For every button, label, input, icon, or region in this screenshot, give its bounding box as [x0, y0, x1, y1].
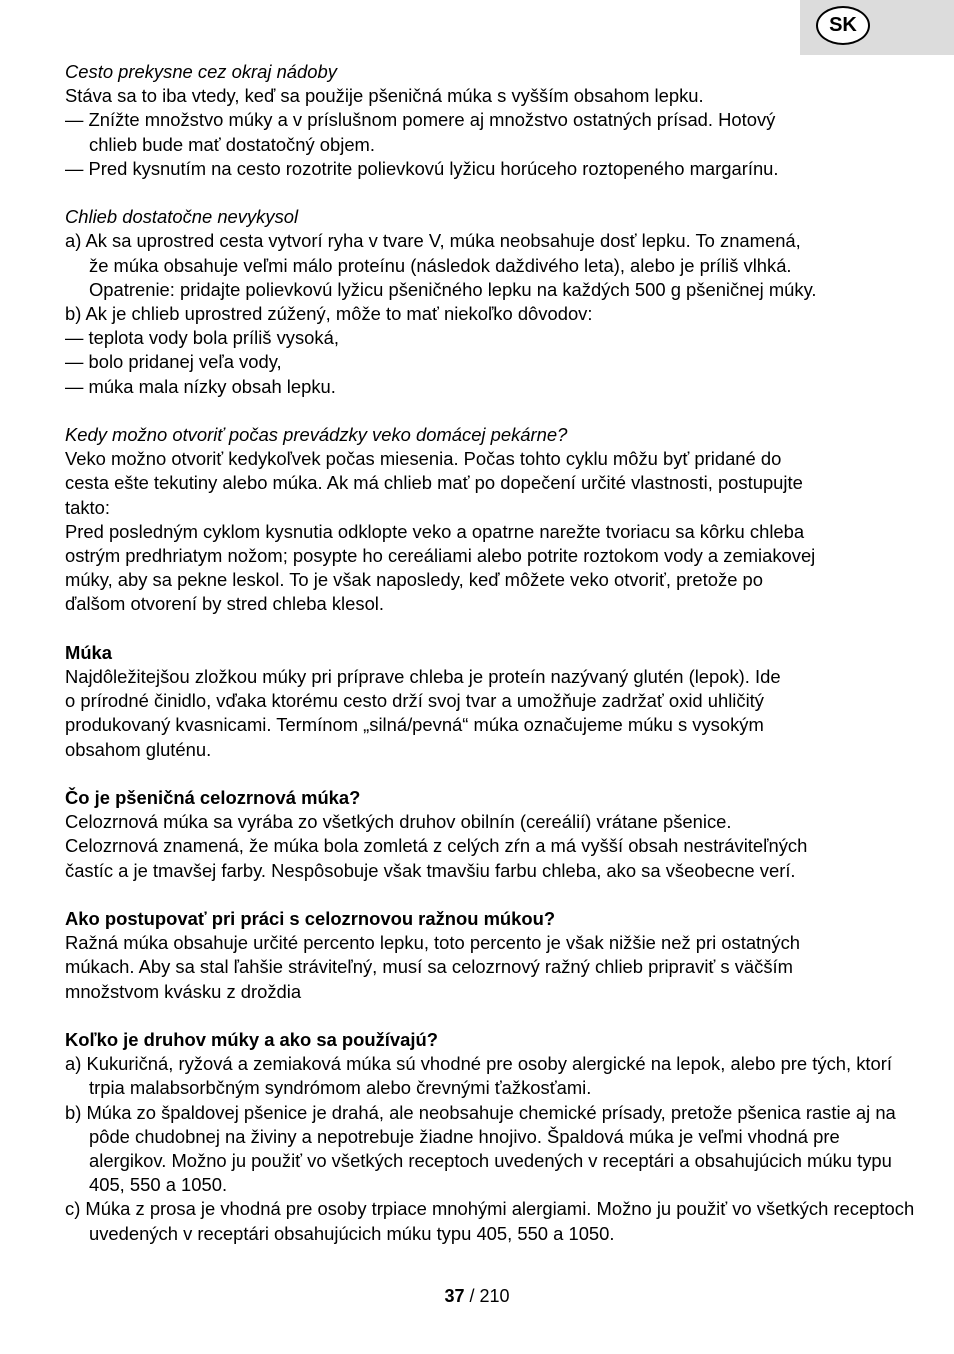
section-heading: Koľko je druhov múky a ako sa používajú?: [65, 1029, 438, 1051]
paragraph-line: Celozrnová znamená, že múka bola zomletá z celých zŕn a má vyšší obsah nestráviteľných: [65, 835, 808, 857]
section-heading: Múka: [65, 641, 113, 663]
paragraph-line: častíc a je tmavšej farby. Nespôsobuje však tmavšiu farbu chleba, ako sa všeobecne verí.: [65, 859, 796, 881]
list-item-continuation: Opatrenie: pridajte polievkovú lyžicu pšeničného lepku na každých 500 g pšeničnej múky.: [89, 278, 817, 300]
paragraph-line: ďalšom otvorení by stred chleba klesol.: [65, 593, 384, 615]
current-page: 37: [444, 1286, 465, 1306]
bullet-line: — teplota vody bola príliš vysoká,: [65, 327, 339, 349]
list-item-a: a) Ak sa uprostred cesta vytvorí ryha v tvare V, múka neobsahuje dosť lepku. To znamená,: [65, 230, 801, 252]
paragraph-line: o prírodné činidlo, vďaka ktorému cesto drží svoj tvar a umožňuje zadržať oxid uhličitý: [65, 690, 764, 712]
section-not-risen: [65, 205, 915, 399]
section-rye-flour: [65, 907, 915, 1004]
section-heading: Cesto prekysne cez okraj nádoby: [65, 61, 337, 82]
paragraph-line: takto:: [65, 496, 110, 518]
bullet-line: — múka mala nízky obsah lepku.: [65, 375, 336, 397]
list-item-c: c) Múka z prosa je vhodná pre osoby trpiace mnohými alergiami. Možno ju použiť vo všetkých receptoch uvedených v receptári obsahujúcich múku typu 405, 550 a 1050.: [65, 1198, 915, 1244]
paragraph-line: obsahom gluténu.: [65, 738, 212, 760]
page-number: [0, 1286, 954, 1307]
section-wholegrain-wheat: [65, 786, 915, 883]
total-pages: / 210: [469, 1286, 510, 1306]
list-item-a: a) Kukuričná, ryžová a zemiaková múka sú vhodné pre osoby alergické na lepok, alebo pre tých, ktorí trpia malabsorbčným syndrómom alebo črevnými ťažkosťami.: [65, 1053, 892, 1099]
paragraph-line: múkach. Aby sa stal ľahšie stráviteľný, musí sa celozrnový ražný chlieb pripraviť s väčším: [65, 956, 793, 978]
page-content: [65, 60, 915, 1246]
list-item-continuation: že múka obsahuje veľmi málo proteínu (následok daždivého leta), alebo je príliš vlhká.: [89, 254, 792, 276]
section-heading: Chlieb dostatočne nevykysol: [65, 206, 299, 228]
paragraph-line: ostrým predhriatym nožom; posypte ho cereáliami alebo potrite roztokom vody a zemiakovej: [65, 545, 816, 567]
bullet-line: — Pred kysnutím na cesto rozotrite polievkovú lyžicu horúceho roztopeného margarínu.: [65, 157, 779, 179]
paragraph-line: Stáva sa to iba vtedy, keď sa použije pšeničná múka s vyšším obsahom lepku.: [65, 85, 704, 107]
list-item-b: b) Ak je chlieb uprostred zúžený, môže to mať niekoľko dôvodov:: [65, 303, 593, 325]
paragraph-line: množstvom kvásku z droždia: [65, 980, 302, 1002]
paragraph-line: cesta ešte tekutiny alebo múka. Ak má chlieb mať po dopečení určité vlastnosti, postupujte: [65, 472, 803, 494]
section-heading: Kedy možno otvoriť počas prevádzky veko domácej pekárne?: [65, 424, 568, 446]
paragraph-line: Ražná múka obsahuje určité percento lepku, toto percento je však nižšie než pri ostatných: [65, 932, 801, 954]
paragraph-line: múky, aby sa pekne leskol. To je však naposledy, keď môžete veko otvoriť, pretože po: [65, 569, 763, 591]
paragraph-line: Celozrnová múka sa vyrába zo všetkých druhov obilnín (cereálií) vrátane pšenice.: [65, 811, 732, 833]
section-heading: Ako postupovať pri práci s celozrnovou ražnou múkou?: [65, 908, 556, 930]
paragraph-line: Pred posledným cyklom kysnutia odklopte veko a opatrne narežte tvoriacu sa kôrku chleba: [65, 520, 805, 542]
paragraph-line: produkovaný kvasnicami. Termínom „silná/pevná“ múka označujeme múku s vysokým: [65, 714, 764, 736]
section-dough-overflow: [65, 60, 915, 181]
bullet-continuation: chlieb bude mať dostatočný objem.: [89, 133, 375, 155]
section-heading: Čo je pšeničná celozrnová múka?: [65, 787, 361, 809]
paragraph-line: Veko možno otvoriť kedykoľvek počas miesenia. Počas tohto cyklu môžu byť pridané do: [65, 448, 782, 470]
bullet-line: — Znížte množstvo múky a v príslušnom pomere aj množstvo ostatných prísad. Hotový: [65, 109, 776, 131]
bullet-line: — bolo pridanej veľa vody,: [65, 351, 282, 373]
section-flour: [65, 641, 915, 762]
paragraph-line: Najdôležitejšou zložkou múky pri príprave chleba je proteín nazývaný glutén (lepok). Ide: [65, 666, 781, 688]
section-flour-types: [65, 1028, 915, 1246]
language-badge: SK: [816, 6, 870, 45]
list-item-b: b) Múka zo špaldovej pšenice je drahá, ale neobsahuje chemické prísady, pretože pšenica rastie aj na pôde chudobnej na živiny a nepotrebuje žiadne hnojivo. Špaldová múka je veľmi vhodná pre alergikov. Možno ju použiť vo všetkých receptoch uvedených v receptári a obsahujúcich múku typu 405, 550 a 1050.: [65, 1101, 896, 1196]
section-open-lid: [65, 423, 915, 617]
